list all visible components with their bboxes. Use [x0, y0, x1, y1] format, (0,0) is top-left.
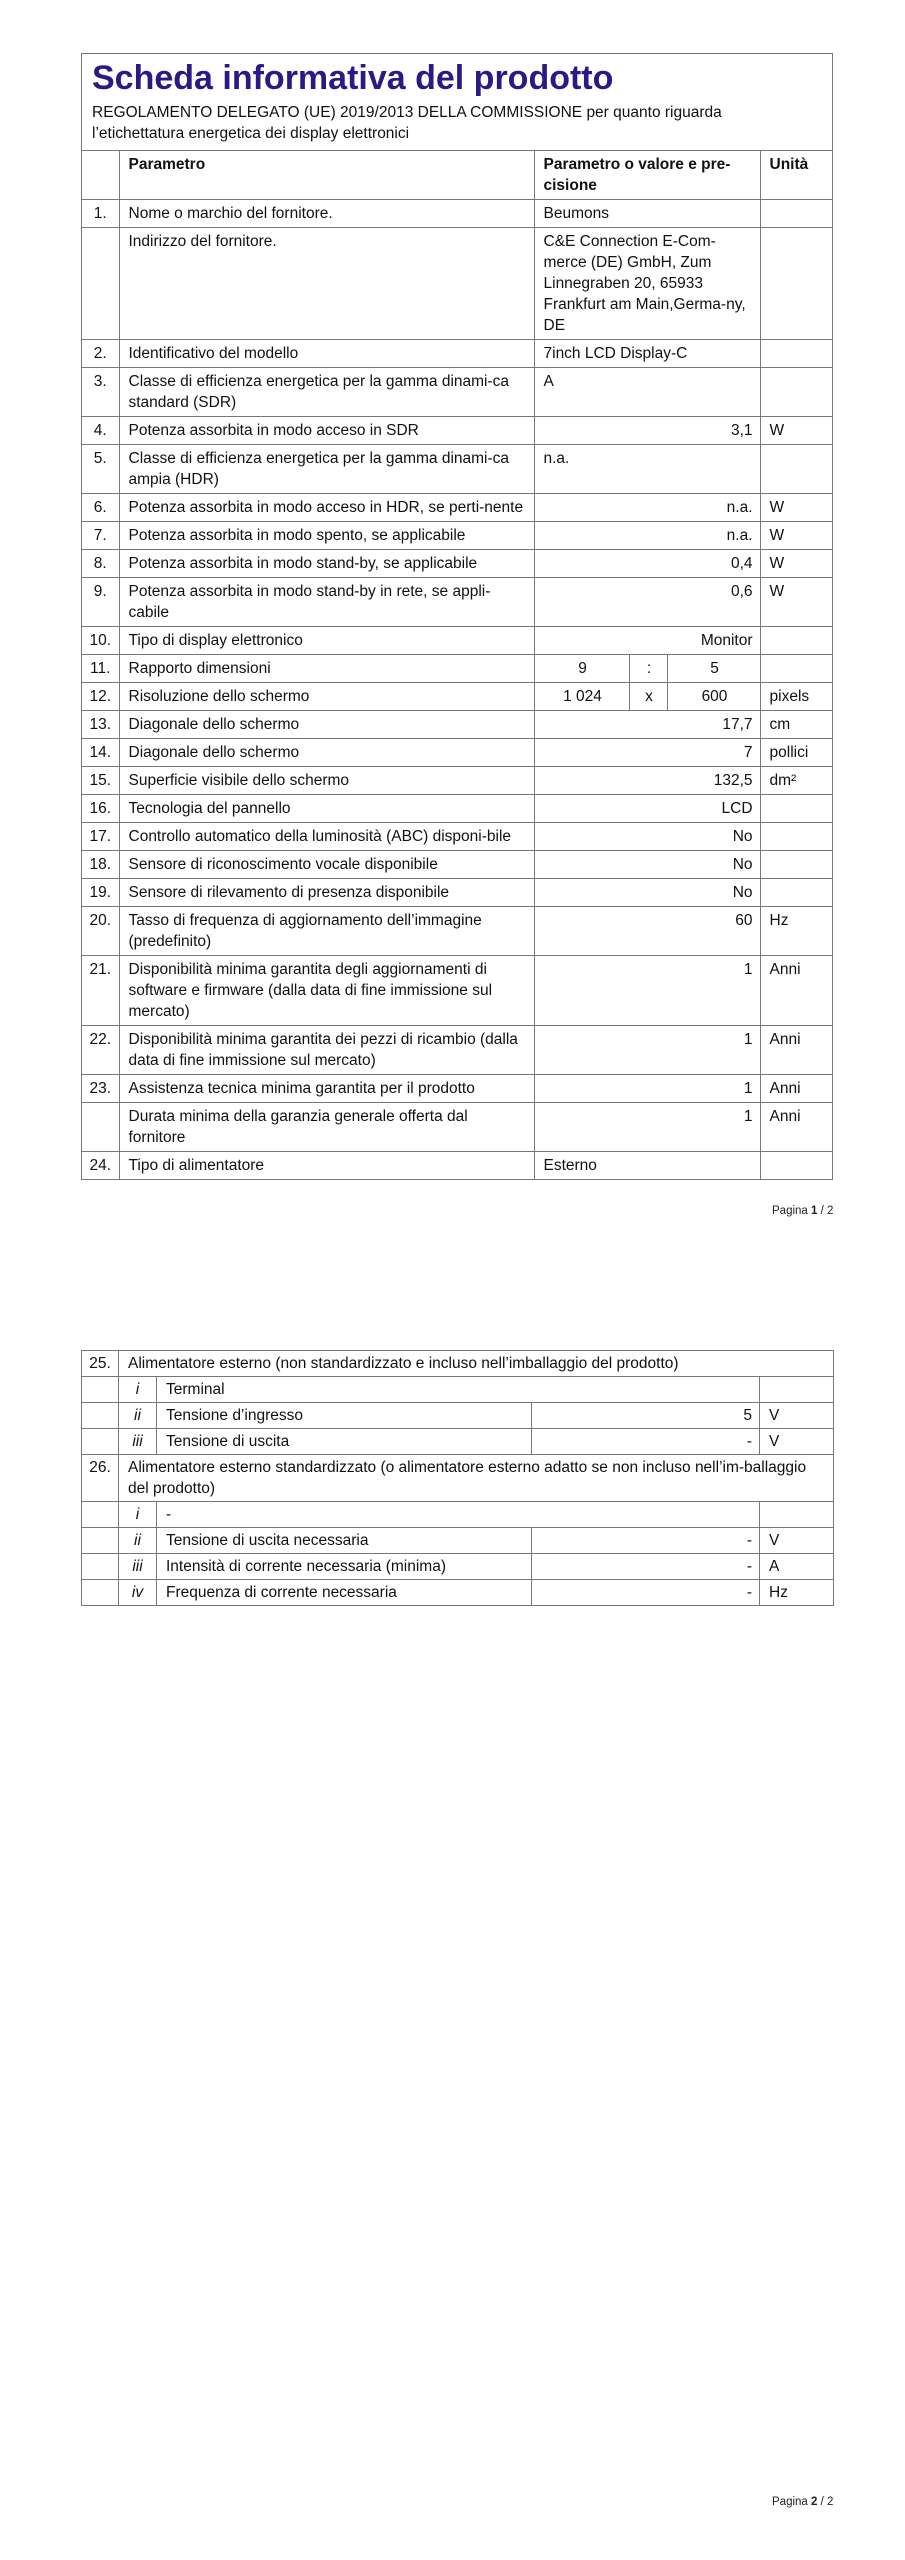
- subtitle-line-2: l’etichettatura energetica dei display elettronici: [92, 125, 410, 142]
- section-title: Alimentatore esterno standardizzato (o alimentatore esterno adatto se non incluso nell’im-ballaggio del prodotto): [119, 1455, 834, 1502]
- table-row: [82, 522, 832, 550]
- row-number: [82, 1103, 119, 1152]
- sub-index: i: [119, 1502, 157, 1528]
- row-value: 0,6: [534, 578, 760, 627]
- table-row: [82, 1403, 834, 1429]
- row-value: 0,4: [534, 550, 760, 578]
- row-unit: [760, 340, 832, 368]
- row-number: 9.: [82, 578, 119, 627]
- row-unit: Anni: [760, 1026, 832, 1075]
- row-number: 14.: [82, 739, 119, 767]
- row-label: Frequenza di corrente necessaria: [157, 1580, 532, 1606]
- row-value: -: [532, 1528, 760, 1554]
- row-number: 18.: [82, 851, 119, 879]
- row-unit: Hz: [760, 907, 832, 956]
- header-unit: Unità: [760, 151, 832, 200]
- sub-index: iv: [119, 1580, 157, 1606]
- header-value: Parametro o valore e pre-cisione: [534, 151, 760, 200]
- row-number: 20.: [82, 907, 119, 956]
- page-label: Pagina: [772, 1205, 808, 1217]
- section-row: [82, 1351, 834, 1377]
- row-unit: W: [760, 417, 832, 445]
- row-number: 23.: [82, 1075, 119, 1103]
- row-label: Potenza assorbita in modo acceso in SDR: [119, 417, 534, 445]
- row-value: -: [532, 1554, 760, 1580]
- row-label: Assistenza tecnica minima garantita per il prodotto: [119, 1075, 534, 1103]
- table-row: [82, 956, 832, 1026]
- table-row: [82, 795, 832, 823]
- parameters-table: [82, 151, 832, 1179]
- row-value: -: [532, 1429, 760, 1455]
- row-label: Terminal: [157, 1377, 760, 1403]
- row-number: 1.: [82, 200, 119, 228]
- row-value: A: [534, 368, 760, 417]
- resolution-separator: x: [629, 683, 667, 711]
- subtitle-line-1: REGOLAMENTO DELEGATO (UE) 2019/2013 DELLA COMMISSIONE per quanto riguarda: [92, 104, 722, 121]
- row-unit: pixels: [760, 683, 832, 711]
- section-row: [82, 1455, 834, 1502]
- row-number: 2.: [82, 340, 119, 368]
- ratio-width: 9: [534, 655, 629, 683]
- row-unit: W: [760, 494, 832, 522]
- row-value: 1: [534, 1075, 760, 1103]
- row-label: Controllo automatico della luminosità (ABC) disponi-bile: [119, 823, 534, 851]
- row-value: 3,1: [534, 417, 760, 445]
- sub-index: ii: [119, 1528, 157, 1554]
- row-value: 7inch LCD Display-C: [534, 340, 760, 368]
- row-unit: cm: [760, 711, 832, 739]
- table-row: [82, 1026, 832, 1075]
- row-unit: [760, 879, 832, 907]
- row-label: Superficie visibile dello schermo: [119, 767, 534, 795]
- spacer-cell: [82, 1377, 119, 1403]
- row-value: 132,5: [534, 767, 760, 795]
- row-value: n.a.: [534, 494, 760, 522]
- row-unit: V: [760, 1403, 834, 1429]
- ratio-separator: :: [629, 655, 667, 683]
- row-value: -: [532, 1580, 760, 1606]
- page-total: / 2: [820, 2496, 834, 2508]
- row-label: Identificativo del modello: [119, 340, 534, 368]
- table-row: [82, 494, 832, 522]
- page-number-1: [772, 1205, 833, 1217]
- power-supply-table: [81, 1350, 834, 1606]
- row-label: Diagonale dello schermo: [119, 711, 534, 739]
- row-number: 26.: [82, 1455, 119, 1502]
- row-unit: Anni: [760, 1103, 832, 1152]
- power-supply-section: [81, 1350, 833, 1606]
- table-row: [82, 340, 832, 368]
- row-number: 16.: [82, 795, 119, 823]
- row-number: 8.: [82, 550, 119, 578]
- sub-index: i: [119, 1377, 157, 1403]
- page-label: Pagina: [772, 2496, 808, 2508]
- row-number: [82, 228, 119, 340]
- row-label: Tensione di uscita: [157, 1429, 532, 1455]
- row-label: Sensore di riconoscimento vocale disponibile: [119, 851, 534, 879]
- sub-index: iii: [119, 1429, 157, 1455]
- sheet-header: [82, 54, 832, 151]
- row-value: LCD: [534, 795, 760, 823]
- table-header-row: [82, 151, 832, 200]
- table-row: [82, 368, 832, 417]
- row-unit: pollici: [760, 739, 832, 767]
- sub-index: iii: [119, 1554, 157, 1580]
- row-label: Durata minima della garanzia generale offerta dal fornitore: [119, 1103, 534, 1152]
- table-row: [82, 550, 832, 578]
- row-unit: Anni: [760, 956, 832, 1026]
- table-row: [82, 1528, 834, 1554]
- row-label: Disponibilità minima garantita degli aggiornamenti di software e firmware (dalla data di fine immissione sul mercato): [119, 956, 534, 1026]
- table-row: [82, 655, 832, 683]
- row-label: Rapporto dimensioni: [119, 655, 534, 683]
- row-number: 17.: [82, 823, 119, 851]
- row-unit: V: [760, 1429, 834, 1455]
- table-row: [82, 851, 832, 879]
- row-unit: [760, 795, 832, 823]
- row-label: Nome o marchio del fornitore.: [119, 200, 534, 228]
- spacer-cell: [82, 1429, 119, 1455]
- row-label: Potenza assorbita in modo stand-by, se applicabile: [119, 550, 534, 578]
- row-unit: A: [760, 1554, 834, 1580]
- row-number: 25.: [82, 1351, 119, 1377]
- page-number-2: [772, 2496, 833, 2508]
- row-value: 17,7: [534, 711, 760, 739]
- table-row: [82, 683, 832, 711]
- row-unit: W: [760, 550, 832, 578]
- section-title: Alimentatore esterno (non standardizzato e incluso nell’imballaggio del prodotto): [119, 1351, 834, 1377]
- row-value: 1: [534, 956, 760, 1026]
- row-number: 5.: [82, 445, 119, 494]
- row-value: No: [534, 823, 760, 851]
- row-value: No: [534, 879, 760, 907]
- row-label: Tensione di uscita necessaria: [157, 1528, 532, 1554]
- row-label: Tensione d’ingresso: [157, 1403, 532, 1429]
- header-parameter: Parametro: [119, 151, 534, 200]
- row-unit: Anni: [760, 1075, 832, 1103]
- row-value: n.a.: [534, 445, 760, 494]
- row-value: 1: [534, 1026, 760, 1075]
- row-number: 21.: [82, 956, 119, 1026]
- sub-index: ii: [119, 1403, 157, 1429]
- table-row: [82, 907, 832, 956]
- row-unit: dm²: [760, 767, 832, 795]
- row-number: 19.: [82, 879, 119, 907]
- row-value: n.a.: [534, 522, 760, 550]
- row-label: Classe di efficienza energetica per la gamma dinami-ca standard (SDR): [119, 368, 534, 417]
- row-unit: [760, 368, 832, 417]
- row-number: 10.: [82, 627, 119, 655]
- page-title: Scheda informativa del prodotto: [92, 59, 614, 97]
- product-info-sheet: [81, 53, 833, 1180]
- spacer-cell: [82, 1403, 119, 1429]
- row-value: 5: [532, 1403, 760, 1429]
- row-value: 7: [534, 739, 760, 767]
- row-unit: W: [760, 578, 832, 627]
- spacer-cell: [82, 1502, 119, 1528]
- row-unit: [760, 228, 832, 340]
- table-row: [82, 1377, 834, 1403]
- row-value: Monitor: [534, 627, 760, 655]
- row-value: Beumons: [534, 200, 760, 228]
- table-row: [82, 445, 832, 494]
- row-unit: [760, 627, 832, 655]
- table-row: [82, 711, 832, 739]
- row-unit: [760, 1152, 832, 1180]
- row-label: Intensità di corrente necessaria (minima): [157, 1554, 532, 1580]
- row-label: Indirizzo del fornitore.: [119, 228, 534, 340]
- table-row: [82, 1580, 834, 1606]
- header-num: [82, 151, 119, 200]
- table-row: [82, 1554, 834, 1580]
- row-label: Classe di efficienza energetica per la gamma dinami-ca ampia (HDR): [119, 445, 534, 494]
- table-row: [82, 627, 832, 655]
- row-unit: [760, 1502, 834, 1528]
- row-number: 15.: [82, 767, 119, 795]
- row-unit: V: [760, 1528, 834, 1554]
- table-row: [82, 200, 832, 228]
- row-value: No: [534, 851, 760, 879]
- row-number: 24.: [82, 1152, 119, 1180]
- resolution-height: 600: [667, 683, 760, 711]
- row-label: Tecnologia del pannello: [119, 795, 534, 823]
- table-row: [82, 417, 832, 445]
- table-row: [82, 1075, 832, 1103]
- row-number: 7.: [82, 522, 119, 550]
- table-row: [82, 1502, 834, 1528]
- row-label: Disponibilità minima garantita dei pezzi di ricambio (dalla data di fine immissione sul mercato): [119, 1026, 534, 1075]
- spacer-cell: [82, 1528, 119, 1554]
- row-number: 12.: [82, 683, 119, 711]
- row-label: Tasso di frequenza di aggiornamento dell’immagine (predefinito): [119, 907, 534, 956]
- row-label: Diagonale dello schermo: [119, 739, 534, 767]
- row-number: 3.: [82, 368, 119, 417]
- table-row: [82, 767, 832, 795]
- table-row: [82, 228, 832, 340]
- page-current: 1: [811, 1205, 818, 1217]
- regulation-subtitle: [92, 102, 822, 144]
- spacer-cell: [82, 1580, 119, 1606]
- row-unit: [760, 823, 832, 851]
- ratio-height: 5: [667, 655, 760, 683]
- table-row: [82, 1152, 832, 1180]
- row-unit: [760, 1377, 834, 1403]
- row-label: Potenza assorbita in modo spento, se applicabile: [119, 522, 534, 550]
- row-number: 22.: [82, 1026, 119, 1075]
- row-label: Potenza assorbita in modo stand-by in rete, se appli-cabile: [119, 578, 534, 627]
- table-row: [82, 823, 832, 851]
- page-current: 2: [811, 2496, 818, 2508]
- row-value: C&E Connection E-Com-merce (DE) GmbH, Zum Linnegraben 20, 65933 Frankfurt am Main,Germa-ny, DE: [534, 228, 760, 340]
- row-number: 11.: [82, 655, 119, 683]
- row-unit: [760, 655, 832, 683]
- table-row: [82, 578, 832, 627]
- row-unit: Hz: [760, 1580, 834, 1606]
- row-label: Tipo di display elettronico: [119, 627, 534, 655]
- row-number: 13.: [82, 711, 119, 739]
- row-label: -: [157, 1502, 760, 1528]
- row-unit: [760, 851, 832, 879]
- resolution-width: 1 024: [534, 683, 629, 711]
- row-number: 4.: [82, 417, 119, 445]
- row-value: Esterno: [534, 1152, 760, 1180]
- table-row: [82, 1103, 832, 1152]
- row-value: 60: [534, 907, 760, 956]
- page-total: / 2: [820, 1205, 834, 1217]
- row-label: Risoluzione dello schermo: [119, 683, 534, 711]
- table-row: [82, 1429, 834, 1455]
- row-unit: [760, 200, 832, 228]
- row-label: Tipo di alimentatore: [119, 1152, 534, 1180]
- row-unit: [760, 445, 832, 494]
- table-row: [82, 879, 832, 907]
- row-label: Potenza assorbita in modo acceso in HDR, se perti-nente: [119, 494, 534, 522]
- row-value: 1: [534, 1103, 760, 1152]
- spacer-cell: [82, 1554, 119, 1580]
- row-number: 6.: [82, 494, 119, 522]
- row-unit: W: [760, 522, 832, 550]
- row-label: Sensore di rilevamento di presenza disponibile: [119, 879, 534, 907]
- table-row: [82, 739, 832, 767]
